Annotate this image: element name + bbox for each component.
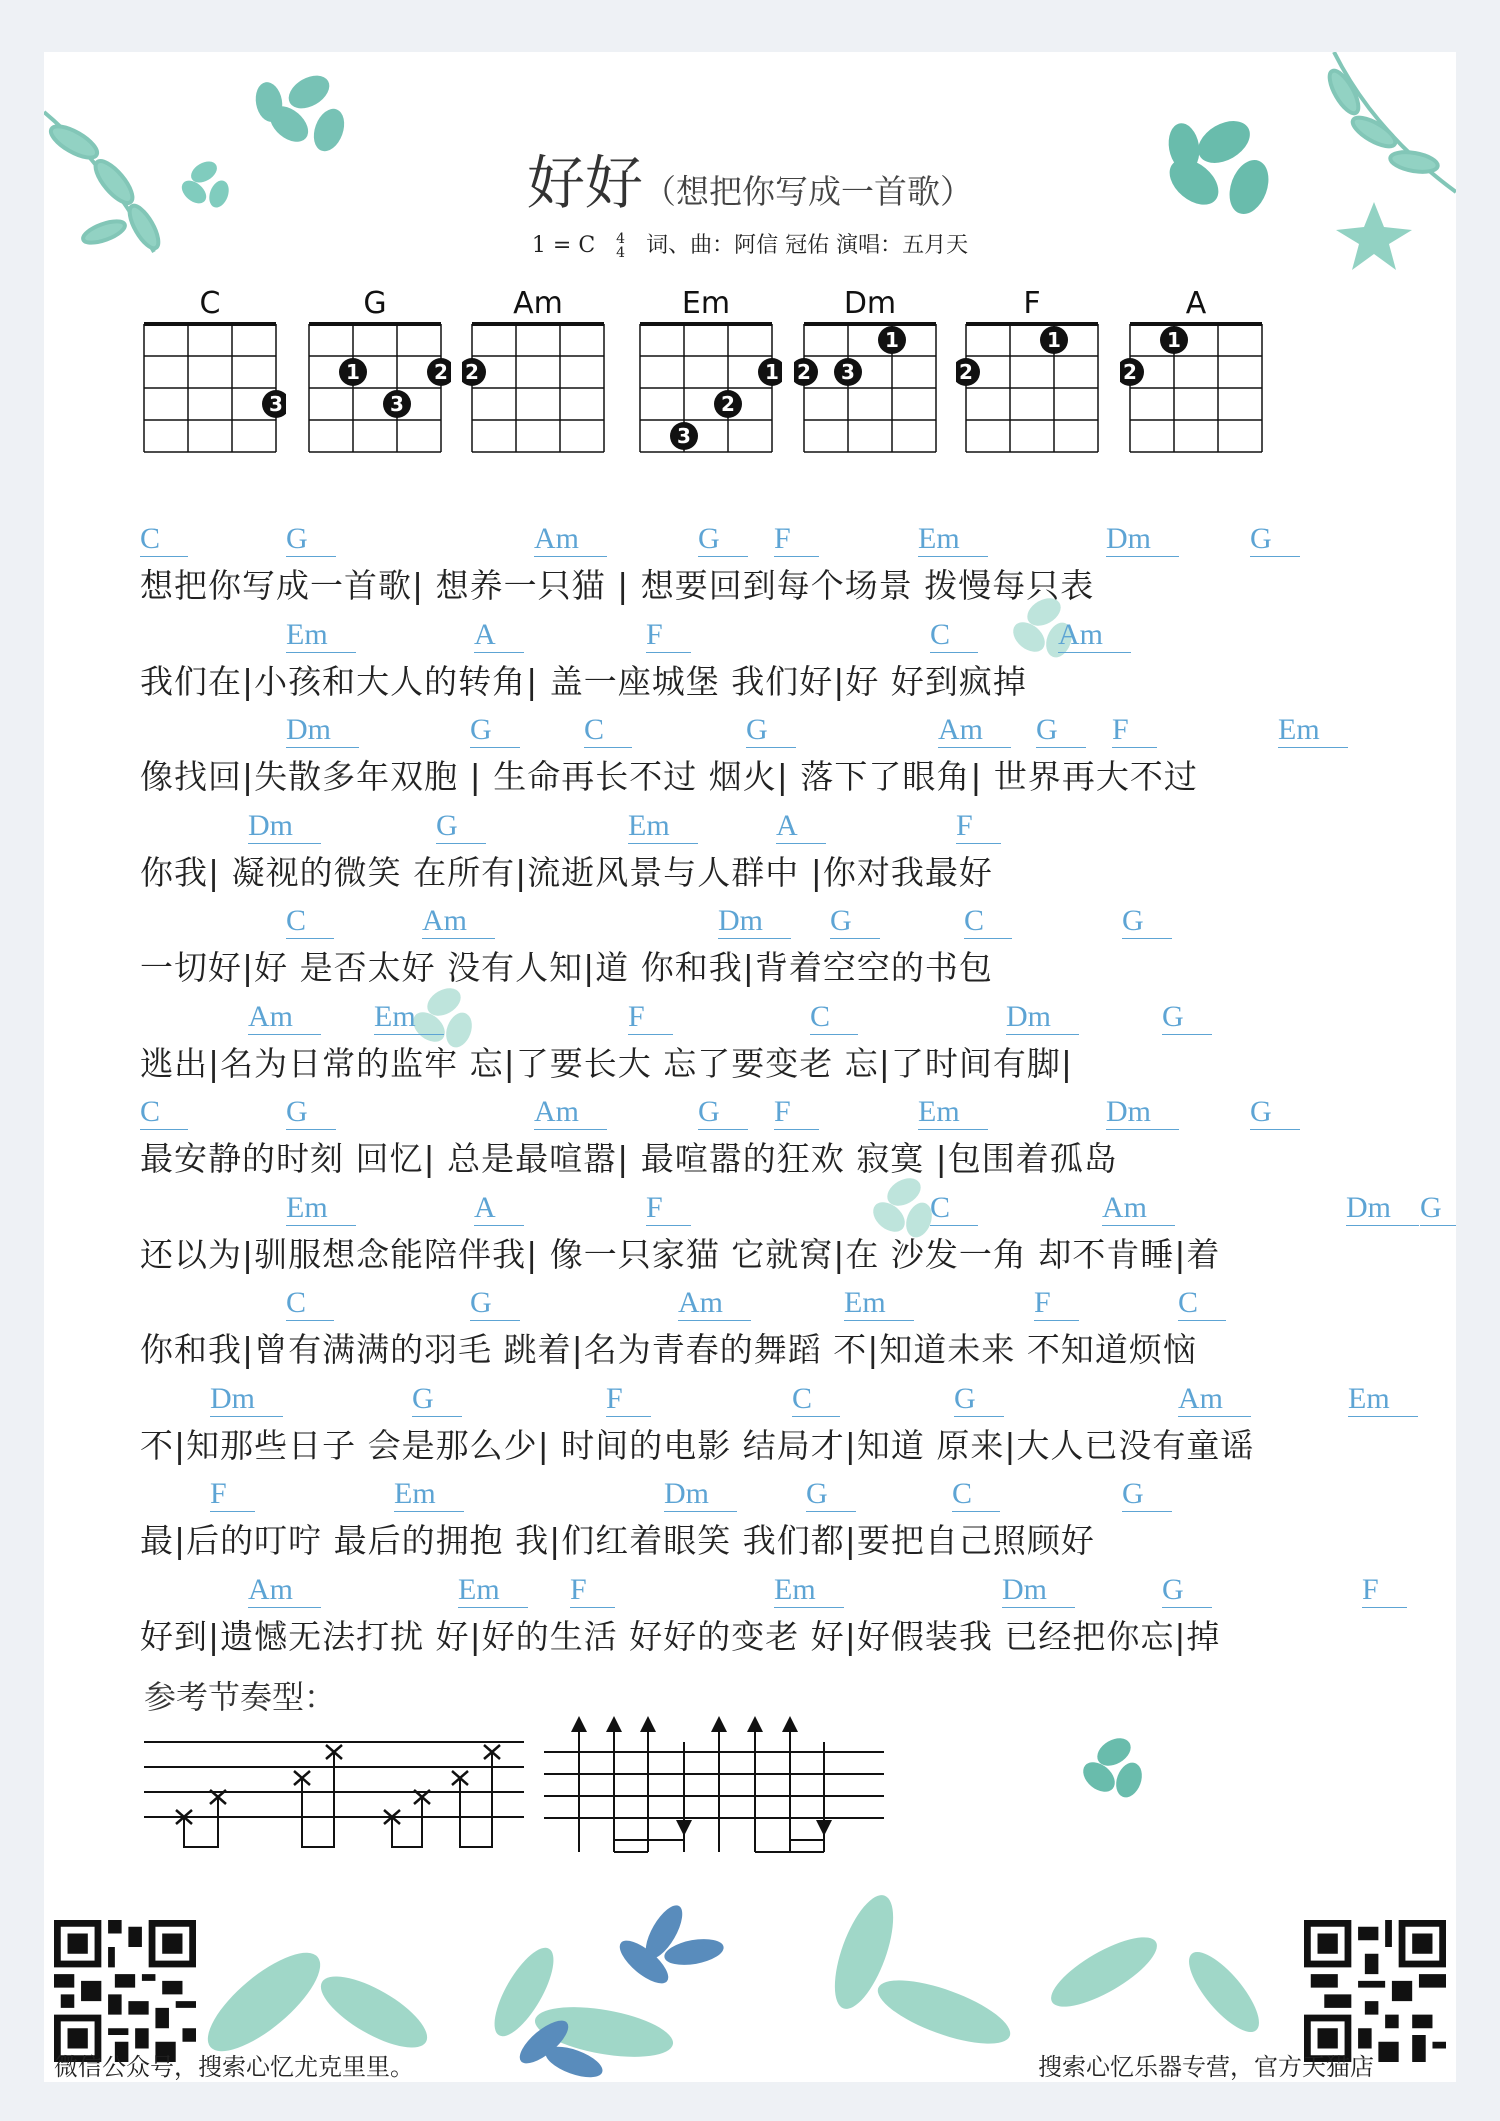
- chord-symbol: Em: [286, 1191, 356, 1226]
- chord-symbol: G: [954, 1382, 1004, 1417]
- chord-symbol: F: [628, 1000, 673, 1035]
- chord-symbol: Em: [394, 1477, 464, 1512]
- finger-dot: [956, 358, 980, 386]
- chord-symbol: Am: [678, 1286, 751, 1321]
- lyric-line: 好到|遗憾无法打扰 好|好的生活 好好的变老 好|好假装我 已经把你忘|掉: [140, 1616, 1221, 1656]
- clover-bottom: [1077, 1733, 1146, 1801]
- lyric-line: 我们在|小孩和大人的转角| 盖一座城堡 我们好|好 好到疯掉: [140, 661, 1027, 701]
- chord-line: [140, 1000, 1440, 1034]
- lyric-line: 最安静的时刻 回忆| 总是最喧嚣| 最喧嚣的狂欢 寂寞 |包围着孤岛: [140, 1139, 1118, 1178]
- chord-symbol: G: [1122, 904, 1172, 939]
- chord-symbol: C: [140, 1095, 188, 1130]
- finger-number: 3: [269, 392, 283, 416]
- chord-symbol: G: [286, 1095, 336, 1130]
- chord-symbol: G: [470, 713, 520, 748]
- chord-symbol: Em: [774, 1573, 844, 1608]
- footer-right: 搜索心忆乐器专营，官方天猫店: [1038, 2053, 1374, 2081]
- finger-dot: [758, 358, 782, 386]
- chord-symbol: Dm: [286, 713, 359, 748]
- chord-name-em: Em: [681, 286, 731, 321]
- chord-line: [140, 904, 1440, 938]
- lyric-line: 想把你写成一首歌| 想养一只猫 | 想要回到每个场景 拨慢每只表: [140, 566, 1095, 605]
- chord-symbol: C: [964, 904, 1012, 939]
- finger-number: 2: [797, 360, 811, 384]
- chord-symbol: C: [810, 1000, 858, 1035]
- finger-dot: [262, 390, 286, 418]
- title-subtitle: （想把你写成一首歌）: [643, 172, 973, 211]
- chord-name-a: A: [1185, 286, 1207, 321]
- lyric-line: 你我| 凝视的微笑 在所有|流逝风景与人群中 |你对我最好: [140, 852, 993, 892]
- lyric-line: 像找回|失散多年双胞 | 生命再长不过 烟火| 落下了眼角| 世界再大不过: [140, 757, 1198, 796]
- chord-symbol: Em: [458, 1573, 528, 1608]
- finger-number: 1: [346, 360, 360, 384]
- chord-symbol: G: [698, 1095, 748, 1130]
- chord-line: [140, 1477, 1440, 1511]
- song-meta: [44, 228, 1456, 260]
- finger-number: 3: [677, 424, 691, 448]
- chord-symbol: Am: [938, 713, 1011, 748]
- finger-dot: [794, 358, 818, 386]
- lyric-line: 你和我|曾有满满的羽毛 跳着|名为青春的舞蹈 不|知道未来 不知道烦恼: [140, 1330, 1197, 1369]
- chord-line: [140, 1095, 1440, 1129]
- chord-symbol: Em: [286, 618, 356, 653]
- chord-name-dm: Dm: [843, 286, 897, 321]
- chord-symbol: C: [584, 713, 632, 748]
- chord-symbol: G: [1036, 713, 1086, 748]
- key-signature: 1 = C: [531, 233, 596, 258]
- chord-symbol: Em: [1278, 713, 1348, 748]
- finger-number: 3: [841, 360, 855, 384]
- chord-symbol: Dm: [1346, 1191, 1419, 1226]
- chord-symbol: G: [1162, 1000, 1212, 1035]
- chord-symbol: Dm: [248, 809, 321, 844]
- chord-symbol: Dm: [1106, 522, 1179, 557]
- song-title: [44, 136, 1456, 220]
- chord-symbol: G: [470, 1286, 520, 1321]
- chord-name-am: Am: [513, 286, 563, 321]
- finger-number: 1: [765, 360, 779, 384]
- lyric-line: 不|知那些日子 会是那么少| 时间的电影 结局才|知道 原来|大人已没有童谣: [140, 1425, 1255, 1465]
- chord-line: [140, 522, 1440, 556]
- finger-dot: [339, 358, 367, 386]
- finger-number: 1: [1047, 328, 1061, 352]
- chord-diagram-c: [134, 314, 286, 462]
- chord-symbol: G: [806, 1477, 856, 1512]
- chord-symbol: Dm: [1002, 1573, 1075, 1608]
- chord-diagram-g: [299, 314, 451, 462]
- chord-symbol: Am: [534, 522, 607, 557]
- chord-symbol: G: [436, 809, 486, 844]
- chord-line: [140, 618, 1440, 652]
- lyric-line: 一切好|好 是否太好 没有人知|道 你和我|背着空空的书包: [140, 948, 993, 987]
- chord-symbol: F: [774, 1095, 819, 1130]
- finger-number: 2: [721, 392, 735, 416]
- chord-symbol: F: [1112, 713, 1157, 748]
- chord-symbol: G: [746, 713, 796, 748]
- title-main: 好好: [526, 149, 643, 217]
- credits: 词、曲：阿信 冠佑 演唱：五月天: [646, 233, 969, 258]
- chord-symbol: C: [952, 1477, 1000, 1512]
- foliage-bottom: [194, 1888, 1270, 2067]
- chord-symbol: F: [956, 809, 1001, 844]
- chord-symbol: Am: [248, 1000, 321, 1035]
- chord-line: [140, 1382, 1440, 1416]
- chord-line: [140, 1286, 1440, 1320]
- finger-dot: [1120, 358, 1144, 386]
- chord-symbol: Em: [844, 1286, 914, 1321]
- chord-symbol: Am: [1178, 1382, 1251, 1417]
- chord-name-f: F: [1023, 286, 1041, 321]
- finger-number: 2: [465, 360, 479, 384]
- chord-symbol: F: [646, 618, 691, 653]
- lyric-line: 逃出|名为日常的监牢 忘|了要长大 忘了要变老 忘|了时间有脚|: [140, 1043, 1073, 1083]
- time-signature: [616, 232, 625, 260]
- chord-symbol: Am: [248, 1573, 321, 1608]
- chord-symbol: Em: [918, 1095, 988, 1130]
- chord-line: [140, 809, 1440, 843]
- chord-line: [140, 1573, 1440, 1607]
- footer-left: 微信公众号，搜索心忆尤克里里。: [54, 2053, 414, 2081]
- chord-symbol: G: [412, 1382, 462, 1417]
- chord-symbol: A: [474, 618, 524, 653]
- finger-number: 3: [390, 392, 404, 416]
- chord-symbol: G: [1420, 1191, 1456, 1226]
- chord-symbol: F: [570, 1573, 615, 1608]
- qr-code-right: [1304, 1920, 1446, 2062]
- chord-symbol: C: [1178, 1286, 1226, 1321]
- finger-number: 2: [959, 360, 973, 384]
- strum-pattern-left: [144, 1722, 524, 1862]
- finger-dot: [1160, 326, 1188, 354]
- lyric-line: 还以为|驯服想念能陪伴我| 像一只家猫 它就窝|在 沙发一角 却不肯睡|着: [140, 1234, 1221, 1274]
- time-top: 4: [616, 231, 626, 247]
- chord-symbol: Em: [628, 809, 698, 844]
- chord-line: [140, 713, 1440, 747]
- chord-symbol: G: [1122, 1477, 1172, 1512]
- chord-symbol: C: [930, 618, 978, 653]
- chord-symbol: G: [830, 904, 880, 939]
- chord-symbol: Am: [1058, 618, 1131, 653]
- finger-dot: [1040, 326, 1068, 354]
- finger-number: 2: [434, 360, 448, 384]
- chord-symbol: G: [286, 522, 336, 557]
- chord-symbol: Dm: [718, 904, 791, 939]
- chord-symbol: C: [286, 904, 334, 939]
- chord-symbol: F: [646, 1191, 691, 1226]
- rhythm-label: 参考节奏型：: [144, 1678, 337, 1716]
- chord-diagram-em: [630, 314, 782, 462]
- chord-symbol: A: [474, 1191, 524, 1226]
- sheet-page: [44, 52, 1456, 2082]
- finger-dot: [834, 358, 862, 386]
- chord-symbol: Dm: [1106, 1095, 1179, 1130]
- chord-symbol: Em: [1348, 1382, 1418, 1417]
- finger-dot: [670, 422, 698, 450]
- chord-name-g: G: [363, 286, 387, 321]
- finger-number: 1: [1167, 328, 1181, 352]
- chord-symbol: C: [140, 522, 188, 557]
- finger-dot: [383, 390, 411, 418]
- chord-symbol: F: [774, 522, 819, 557]
- finger-dot: [462, 358, 486, 386]
- finger-number: 1: [885, 328, 899, 352]
- chord-symbol: C: [792, 1382, 840, 1417]
- chord-symbol: F: [1362, 1573, 1407, 1608]
- chord-diagram-dm: [794, 314, 946, 462]
- finger-dot: [878, 326, 906, 354]
- chord-symbol: G: [1250, 522, 1300, 557]
- chord-symbol: C: [286, 1286, 334, 1321]
- chord-symbol: G: [1162, 1573, 1212, 1608]
- chord-symbol: Dm: [210, 1382, 283, 1417]
- chord-symbol: G: [698, 522, 748, 557]
- chord-symbol: F: [1034, 1286, 1079, 1321]
- chord-diagram-f: [956, 314, 1108, 462]
- chord-diagram-a: [1120, 314, 1272, 462]
- finger-dot: [427, 358, 451, 386]
- chord-symbol: Am: [534, 1095, 607, 1130]
- chord-symbol: Am: [1102, 1191, 1175, 1226]
- time-bottom: 4: [616, 245, 626, 261]
- chord-symbol: Em: [374, 1000, 444, 1035]
- chord-symbol: Em: [918, 522, 988, 557]
- qr-code-left: [54, 1920, 196, 2062]
- chord-symbol: Dm: [1006, 1000, 1079, 1035]
- finger-number: 2: [1123, 360, 1137, 384]
- chord-symbol: Am: [422, 904, 495, 939]
- chord-symbol: F: [210, 1477, 255, 1512]
- finger-dot: [714, 390, 742, 418]
- chord-symbol: Dm: [664, 1477, 737, 1512]
- chord-name-c: C: [199, 286, 221, 321]
- chord-symbol: C: [930, 1191, 978, 1226]
- chord-symbol: F: [606, 1382, 651, 1417]
- chord-symbol: G: [1250, 1095, 1300, 1130]
- strum-pattern-right: [544, 1712, 884, 1862]
- lyric-line: 最|后的叮咛 最后的拥抱 我|们红着眼笑 我们都|要把自己照顾好: [140, 1521, 1095, 1560]
- chord-diagram-am: [462, 314, 614, 462]
- chord-symbol: A: [776, 809, 826, 844]
- chord-line: [140, 1191, 1440, 1225]
